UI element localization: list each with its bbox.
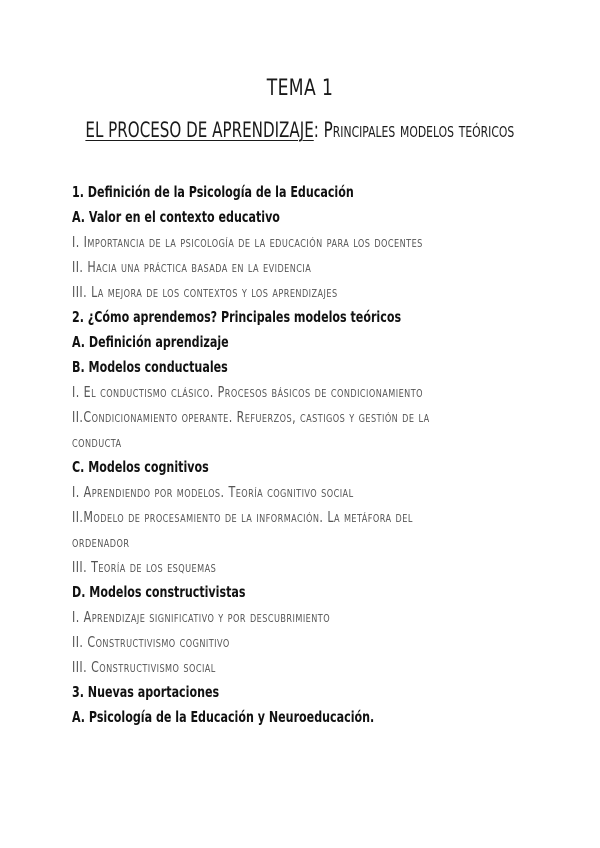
page-subtitle (0, 118, 600, 142)
toc-item: D. Modelos constructivistas (72, 583, 246, 601)
toc-item: ordenador (72, 533, 130, 551)
toc-item: II.Modelo de procesamiento de la información. La metáfora del (72, 508, 413, 526)
toc-item: I. Aprendizaje significativo y por descubrimiento (72, 608, 331, 626)
toc-item: A. Valor en el contexto educativo (72, 208, 280, 226)
toc-item: 3. Nuevas aportaciones (72, 683, 220, 701)
toc-item: I. Aprendiendo por modelos. Teoría cognitivo social (72, 483, 354, 501)
toc-item: III. La mejora de los contextos y los aprendizajes (72, 283, 338, 301)
toc-item: III. Constructivismo social (72, 658, 216, 676)
subtitle-separator: : (313, 118, 324, 142)
toc-item: conducta (72, 433, 122, 451)
toc-item: II. Constructivismo cognitivo (72, 633, 230, 651)
toc-item: I. El conductismo clásico. Procesos básicos de condicionamiento (72, 383, 423, 401)
toc-item: I. Importancia de la psicología de la educación para los docentes (72, 233, 423, 251)
toc-item: 2. ¿Cómo aprendemos? Principales modelos teóricos (72, 308, 402, 326)
page-title: TEMA 1 (266, 76, 334, 101)
toc-item: B. Modelos conductuales (72, 358, 228, 376)
subtitle-rest: Principales modelos teóricos (323, 118, 515, 142)
toc-item: A. Psicología de la Educación y Neuroeducación. (72, 708, 375, 726)
toc-item: III. Teoría de los esquemas (72, 558, 217, 576)
toc-item: II.Condicionamiento operante. Refuerzos, castigos y gestión de la (72, 408, 430, 426)
subtitle-line (86, 118, 515, 142)
toc-item: A. Definición aprendizaje (72, 333, 229, 351)
toc-item: II. Hacia una práctica basada en la evidencia (72, 258, 312, 276)
table-of-contents (72, 180, 532, 730)
toc-item: 1. Definición de la Psicología de la Educación (72, 183, 354, 201)
toc-item: C. Modelos cognitivos (72, 458, 209, 476)
subtitle-underlined: EL PROCESO DE APRENDIZAJE (85, 118, 314, 142)
